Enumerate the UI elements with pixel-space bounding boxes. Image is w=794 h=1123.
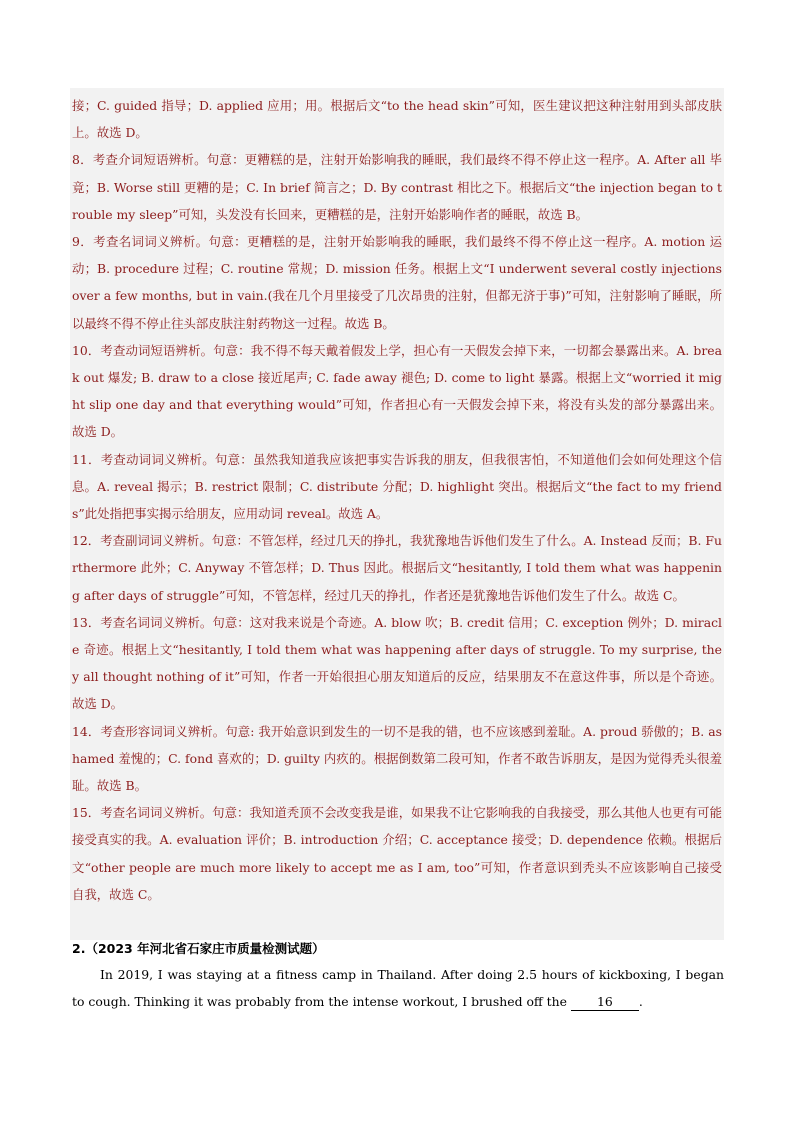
explanation-11: 11．考查动词词义辨析。句意：虽然我知道我应该把事实告诉我的朋友，但我很害怕，不知道他们会如何处理这个信息。A. reveal 揭示；B. restrict 限制；C. distribute 分配；D. highlight 突出。根据后文“the fact to my friends”此处指把事实揭示给朋友，应用动词 reveal。故选 A。 [72,451,722,522]
explanation-14: 14．考查形容词词义辨析。句意: 我开始意识到发生的一切不是我的错，也不应该感到羞耻。A. proud 骄傲的；B. ashamed 羞愧的；C. fond 喜欢的；D. guilty 内疚的。根据倒数第二段可知，作者不敢告诉朋友，是因为觉得秃头很羞耻。故选 B。 [72,723,722,794]
passage-text: In 2019, I was staying at a fitness camp in Thailand. After doing 2.5 hours of kickboxing, I began to cough. Thinking it was probably from the intense workout, I brushed off the [72,967,724,1010]
explanation-10: 10．考查动词短语辨析。句意：我不得不每天戴着假发上学，担心有一天假发会掉下来，一切都会暴露出来。A. break out 爆发; B. draw to a close 接近尾声; C. fade away 褪色; D. come to light 暴露。根据上文“worried it might slip one day and that everything would”可知，作者担心有一天假发会掉下来，将没有头发的部分暴露出来。故选 D。 [72,342,722,440]
blank-16: 16 [571,994,639,1011]
passage-paragraph [72,961,724,1015]
explanation-15: 15．考查名词词义辨析。句意：我知道秃顶不会改变我是谁，如果我不让它影响我的自我接受，那么其他人也更有可能接受真实的我。A. evaluation 评价；B. introduction 介绍；C. acceptance 接受；D. dependence 依赖。根据后文“other people are much more likely to accept me as I am, too”可知，作者意识到秃头不应该影响自己接受自我，故选 C。 [72,805,722,902]
question-header: 2.（2023 年河北省石家庄市质量检测试题） [72,941,325,956]
cloze-passage [72,961,724,1015]
answer-explanations [72,92,722,908]
passage-text-end: . [638,994,643,1010]
explanation-12: 12．考查副词词义辨析。句意：不管怎样，经过几天的挣扎，我犹豫地告诉他们发生了什么。A. Instead 反而；B. Furthermore 此外；C. Anyway 不管怎样；D. Thus 因此。根据后文“hesitantly, I told them what was happening after days of struggle”可知，不管怎样，经过几天的挣扎，作者还是犹豫地告诉他们发生了什么。故选 C。 [72,533,722,603]
explanation-9: 9．考查名词词义辨析。句意：更糟糕的是，注射开始影响我的睡眠，我们最终不得不停止这一程序。A. motion 运动；B. procedure 过程；C. routine 常规；D. mission 任务。根据上文“I underwent several costly injections over a few months, but in vain.(我在几个月里接受了几次昂贵的注射，但都无济于事)”可知，注射影响了睡眠，所以最终不得不停止往头部皮肤注射药物这一过程。故选 B。 [72,234,722,331]
explanation-8: 8．考查介词短语辨析。句意：更糟糕的是，注射开始影响我的睡眠，我们最终不得不停止这一程序。A. After all 毕竟；B. Worse still 更糟的是；C. In brief 简言之；D. By contrast 相比之下。根据后文“the injection began to trouble my sleep”可知，头发没有长回来，更糟糕的是，注射开始影响作者的睡眠，故选 B。 [72,152,722,222]
explanation-13: 13．考查名词词义辨析。句意：这对我来说是个奇迹。A. blow 吹；B. credit 信用；C. exception 例外；D. miracle 奇迹。根据上文“hesitantly, I told them what was happening after days of struggle. To my surprise, they all thought nothing of it”可知，作者一开始很担心朋友知道后的反应，结果朋友不在意这件事，所以是个奇迹。故选 D。 [72,614,722,712]
explanation-7-cont: 接；C. guided 指导；D. applied 应用；用。根据后文“to the head skin”可知，医生建议把这种注射用到头部皮肤上。故选 D。 [72,98,722,141]
